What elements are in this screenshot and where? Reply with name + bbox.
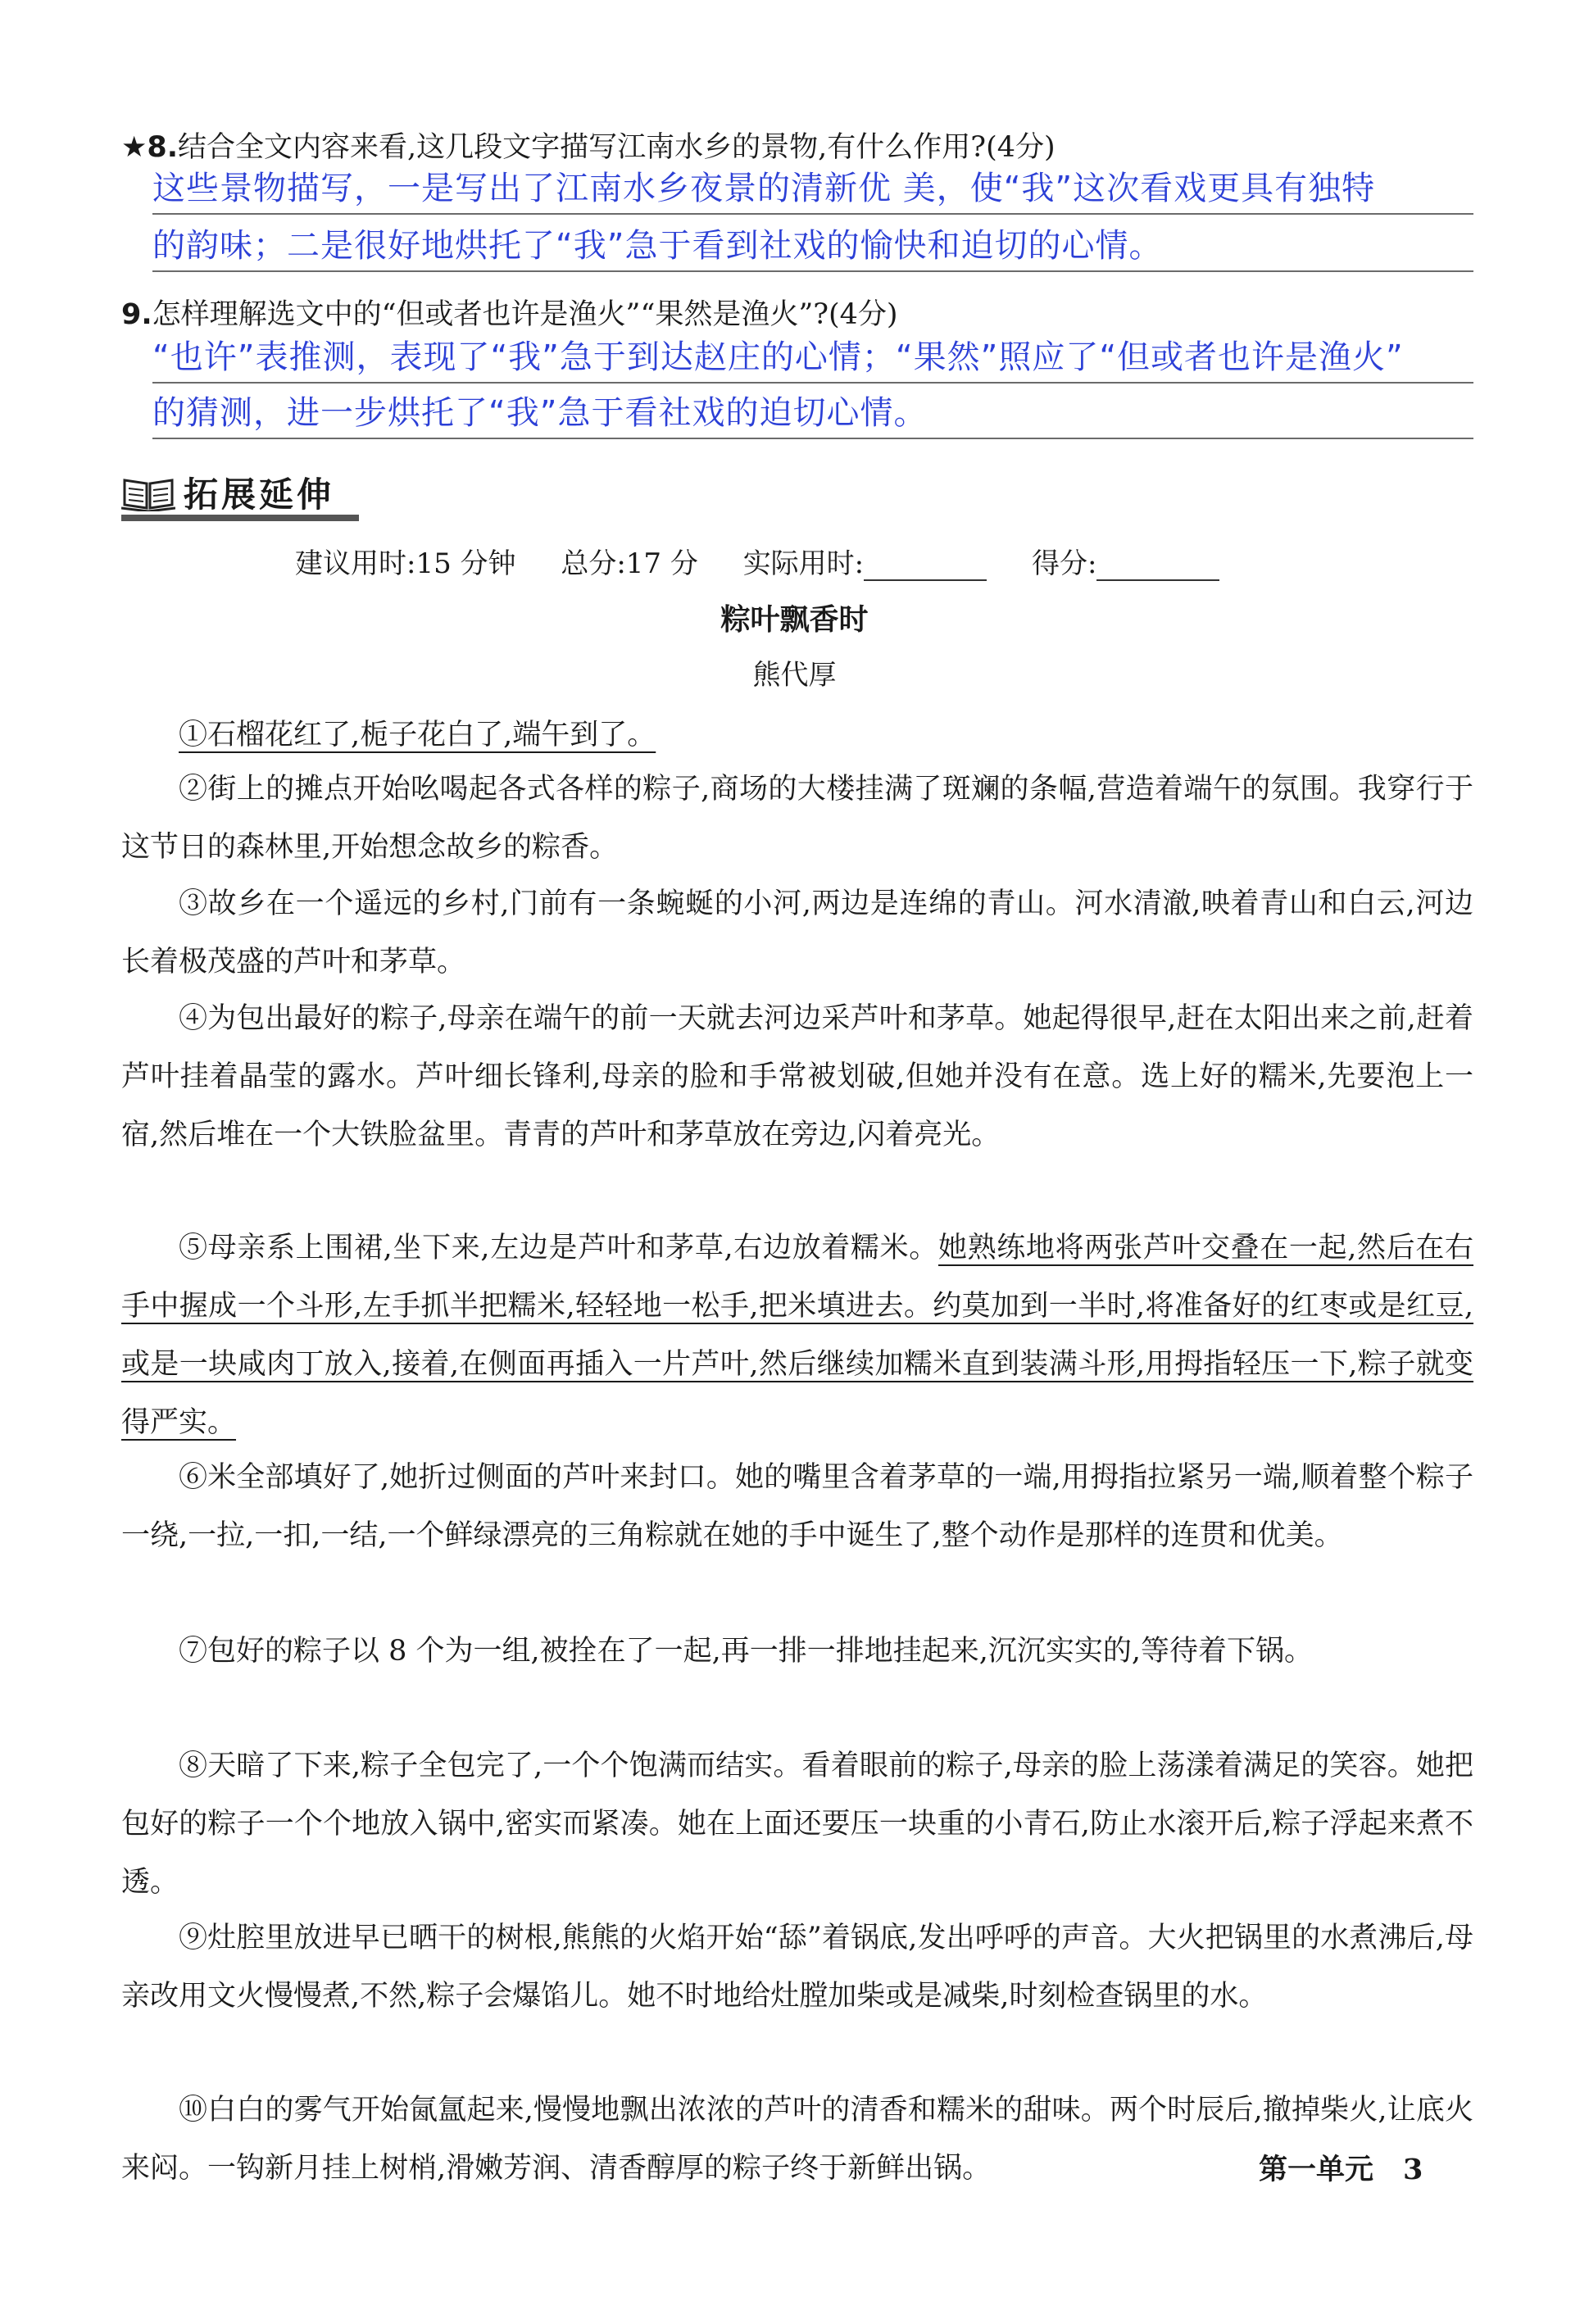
answer-rule xyxy=(152,270,1473,272)
section-header xyxy=(121,470,334,515)
score-blank[interactable] xyxy=(1096,555,1219,581)
question-text: 怎样理解选文中的“但或者也许是渔火”“果然是渔火”?(4分) xyxy=(152,298,898,331)
answer-rule xyxy=(152,213,1473,215)
actual-time-label: 实际用时: xyxy=(742,547,865,580)
open-book-icon xyxy=(121,474,175,511)
question-number: 9. xyxy=(121,298,152,331)
star-icon: ★ xyxy=(121,131,148,164)
answer-rule xyxy=(152,438,1473,439)
question-text: 结合全文内容来看,这几段文字描写江南水乡的景物,有什么作用?(4分) xyxy=(178,131,1056,164)
answer-line: 的韵味；二是很好地烘托了“我”急于看到社戏的愉快和迫切的心情。 xyxy=(152,227,1163,265)
paragraph-2: ②街上的摊点开始吆喝起各式各样的粽子,商场的大楼挂满了斑斓的条幅,营造着端午的氛围。我穿行于这节日的森林里,开始想念故乡的粽香。 xyxy=(121,773,1473,864)
answer-line: 的猜测，进一步烘托了“我”急于看社戏的迫切心情。 xyxy=(152,394,928,432)
suggested-time: 建议用时:15 分钟 xyxy=(295,547,516,580)
paragraph-10: ⑩白白的雾气开始氤氲起来,慢慢地飘出浓浓的芦叶的清香和糯米的甜味。两个时辰后,撤掉柴火,让底火来闷。一钩新月挂上树梢,滑嫩芳润、清香醇厚的粽子终于新鲜出锅。 xyxy=(121,2094,1473,2185)
paragraph-8: ⑧天暗了下来,粽子全包完了,一个个饱满而结实。看着眼前的粽子,母亲的脸上荡漾着满足的笑容。她把包好的粽子一个个地放入锅中,密实而紧凑。她在上面还要压一块重的小青石,防止水滚开后,粽子浮起来煮不透。 xyxy=(121,1750,1473,1899)
exercise-meta xyxy=(295,541,1255,581)
paragraph-6: ⑥米全部填好了,她折过侧面的芦叶来封口。她的嘴里含着茅草的一端,用拇指拉紧另一端,顺着整个粽子一绕,一拉,一扣,一结,一个鲜绿漂亮的三角粽就在她的手中诞生了,整个动作是那样的连贯和优美。 xyxy=(121,1461,1473,1552)
paragraph-7: ⑦包好的粽子以 8 个为一组,被拴在了一起,再一排一排地挂起来,沉沉实实的,等待着下锅。 xyxy=(179,1635,1314,1668)
article-author: 熊代厚 xyxy=(752,659,837,692)
section-divider xyxy=(121,515,359,521)
unit-label: 第一单元 xyxy=(1259,2154,1374,2186)
question-number: 8. xyxy=(147,131,179,164)
paragraph-4: ④为包出最好的粽子,母亲在端午的前一天就去河边采芦叶和茅草。她起得很早,赶在太阳出来之前,赶着芦叶挂着晶莹的露水。芦叶细长锋利,母亲的脸和手常被划破,但她并没有在意。选上好的糯米,先要泡上一宿,然后堆在一个大铁脸盆里。青青的芦叶和茅草放在旁边,闪着亮光。 xyxy=(121,1002,1473,1151)
page-footer xyxy=(1259,2147,1423,2188)
article-title: 粽叶飘香时 xyxy=(720,603,869,637)
paragraph-5: ⑤母亲系上围裙,坐下来,左边是芦叶和茅草,右边放着糯米。她熟练地将两张芦叶交叠在一起,然后在右手中握成一个斗形,左手抓半把糯米,轻轻地一松手,把米填进去。约莫加到一半时,将准备好的红枣或是红豆,或是一块咸肉丁放入,接着,在侧面再插入一片芦叶,然后继续加糯米直到装满斗形,用拇指轻压一下,粽子就变得严实。 xyxy=(121,1232,1473,1439)
question-8 xyxy=(121,125,1056,166)
answer-line: 这些景物描写，一是写出了江南水乡夜景的清新优 美，使“我”这次看戏更具有独特 xyxy=(152,170,1376,207)
answer-line: “也许”表推测，表现了“我”急于到达赵庄的心情；“果然”照应了“但或者也许是渔火” xyxy=(152,338,1404,376)
paragraph-9: ⑨灶腔里放进早已晒干的树根,熊熊的火焰开始“舔”着锅底,发出呼呼的声音。大火把锅里的水煮沸后,母亲改用文火慢慢煮,不然,粽子会爆馅儿。她不时地给灶膛加柴或是减柴,时刻检查锅里的水。 xyxy=(121,1922,1473,2013)
answer-rule xyxy=(152,382,1473,384)
score-label: 得分: xyxy=(1031,547,1097,580)
underlined-sentence: 她熟练地将两张芦叶交叠在一起,然后在右手中握成一个斗形,左手抓半把糯米,轻轻地一松手,把米填进去。约莫加到一半时,将准备好的红枣或是红豆,或是一块咸肉丁放入,接着,在侧面再插入一片芦叶,然后继续加糯米直到装满斗形,用拇指轻压一下,粽子就变得严实。 xyxy=(121,1232,1473,1439)
question-9 xyxy=(121,292,898,333)
paragraph-1: ①石榴花红了,栀子花白了,端午到了。 xyxy=(179,719,656,751)
actual-time-blank[interactable] xyxy=(864,555,987,581)
total-score: 总分:17 分 xyxy=(561,547,698,580)
page-number: 3 xyxy=(1403,2153,1423,2186)
paragraph-3: ③故乡在一个遥远的乡村,门前有一条蜿蜒的小河,两边是连绵的青山。河水清澈,映着青山和白云,河边长着极茂盛的芦叶和茅草。 xyxy=(121,887,1473,978)
section-title: 拓展延伸 xyxy=(184,474,335,515)
